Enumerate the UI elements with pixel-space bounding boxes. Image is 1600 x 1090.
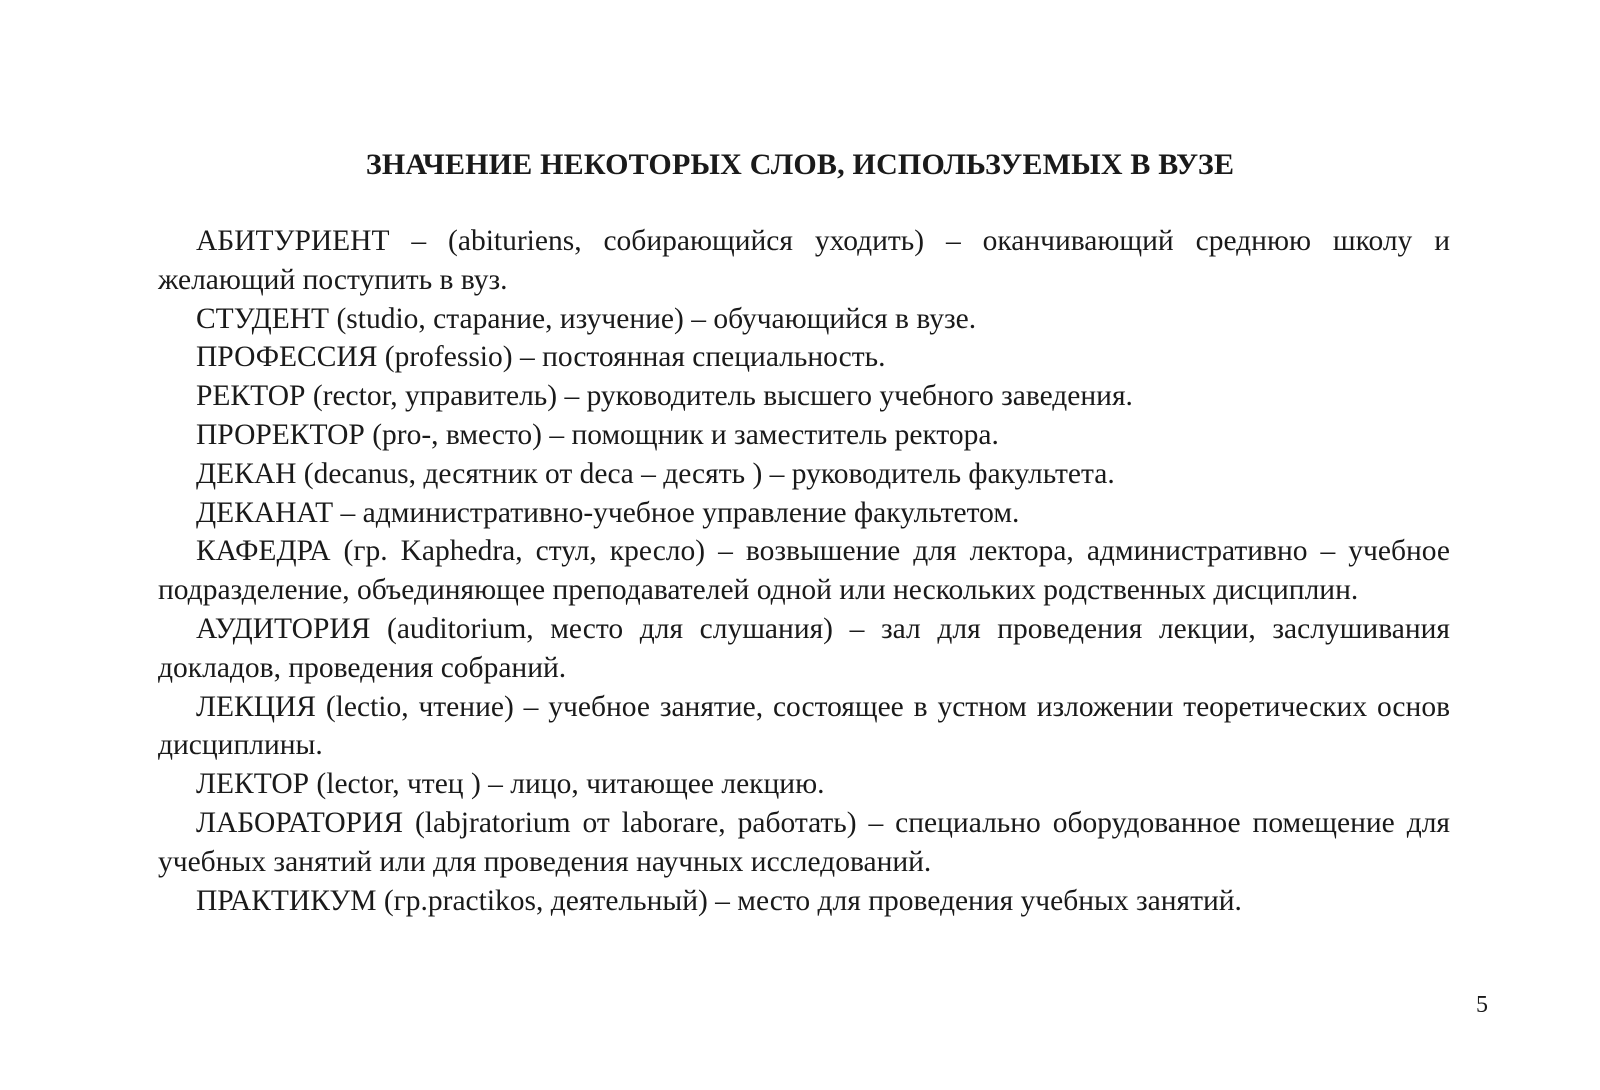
glossary-entry-student: СТУДЕНТ (studio, старание, изучение) – обучающийся в вузе. <box>196 302 977 335</box>
glossary-entry-kafedra: КАФЕДРА (гр. Kaphedra, стул, кресло) – возвышение для лектора, административно – учебное подразделение, объединяющее преподавателей одной или нескольких родственных дисциплин. <box>158 535 1450 607</box>
glossary-entry-professiya: ПРОФЕССИЯ (professio) – постоянная специальность. <box>196 341 886 374</box>
glossary-entry-auditoriya: АУДИТОРИЯ (auditorium, место для слушания) – зал для проведения лекции, заслушивания докладов, проведения собраний. <box>158 612 1450 684</box>
glossary-entry-praktikum: ПРАКТИКУМ (гр.practikos, деятельный) – место для проведения учебных занятий. <box>196 884 1242 917</box>
glossary-entry-rektor: РЕКТОР (rector, управитель) – руководитель высшего учебного заведения. <box>196 380 1133 413</box>
glossary-entry-laboratoriya: ЛАБОРАТОРИЯ (labjratorium от laborare, работать) – специально оборудованное помещение для учебных занятий или для проведения научных исследований. <box>158 806 1450 878</box>
glossary-entry-abiturient: АБИТУРИЕНТ – (abiturіens, собирающийся уходить) – оканчивающий среднюю школу и желающий поступить в вуз. <box>158 225 1450 296</box>
page-number: 5 <box>1476 992 1488 1018</box>
glossary-entry-dekan: ДЕКАН (decanus, десятник от deca – десять ) – руководитель факультета. <box>196 457 1115 490</box>
glossary-entry-lektor: ЛЕКТОР (lector, чтец ) – лицо, читающее лекцию. <box>196 768 825 801</box>
glossary-entry-prorektor: ПРОРЕКТОР (pro-, вместо) – помощник и заместитель ректора. <box>196 418 999 451</box>
glossary-list <box>158 222 1450 920</box>
glossary-entry-lektsiya: ЛЕКЦИЯ (lectio, чтение) – учебное занятие, состоящее в устном изложении теоретических основ дисциплины. <box>158 690 1450 762</box>
page-title: ЗНАЧЕНИЕ НЕКОТОРЫХ СЛОВ, ИСПОЛЬЗУЕМЫХ В ВУЗЕ <box>365 148 1235 181</box>
glossary-entry-dekanat: ДЕКАНАТ – административно-учебное управление факультетом. <box>196 496 1020 529</box>
